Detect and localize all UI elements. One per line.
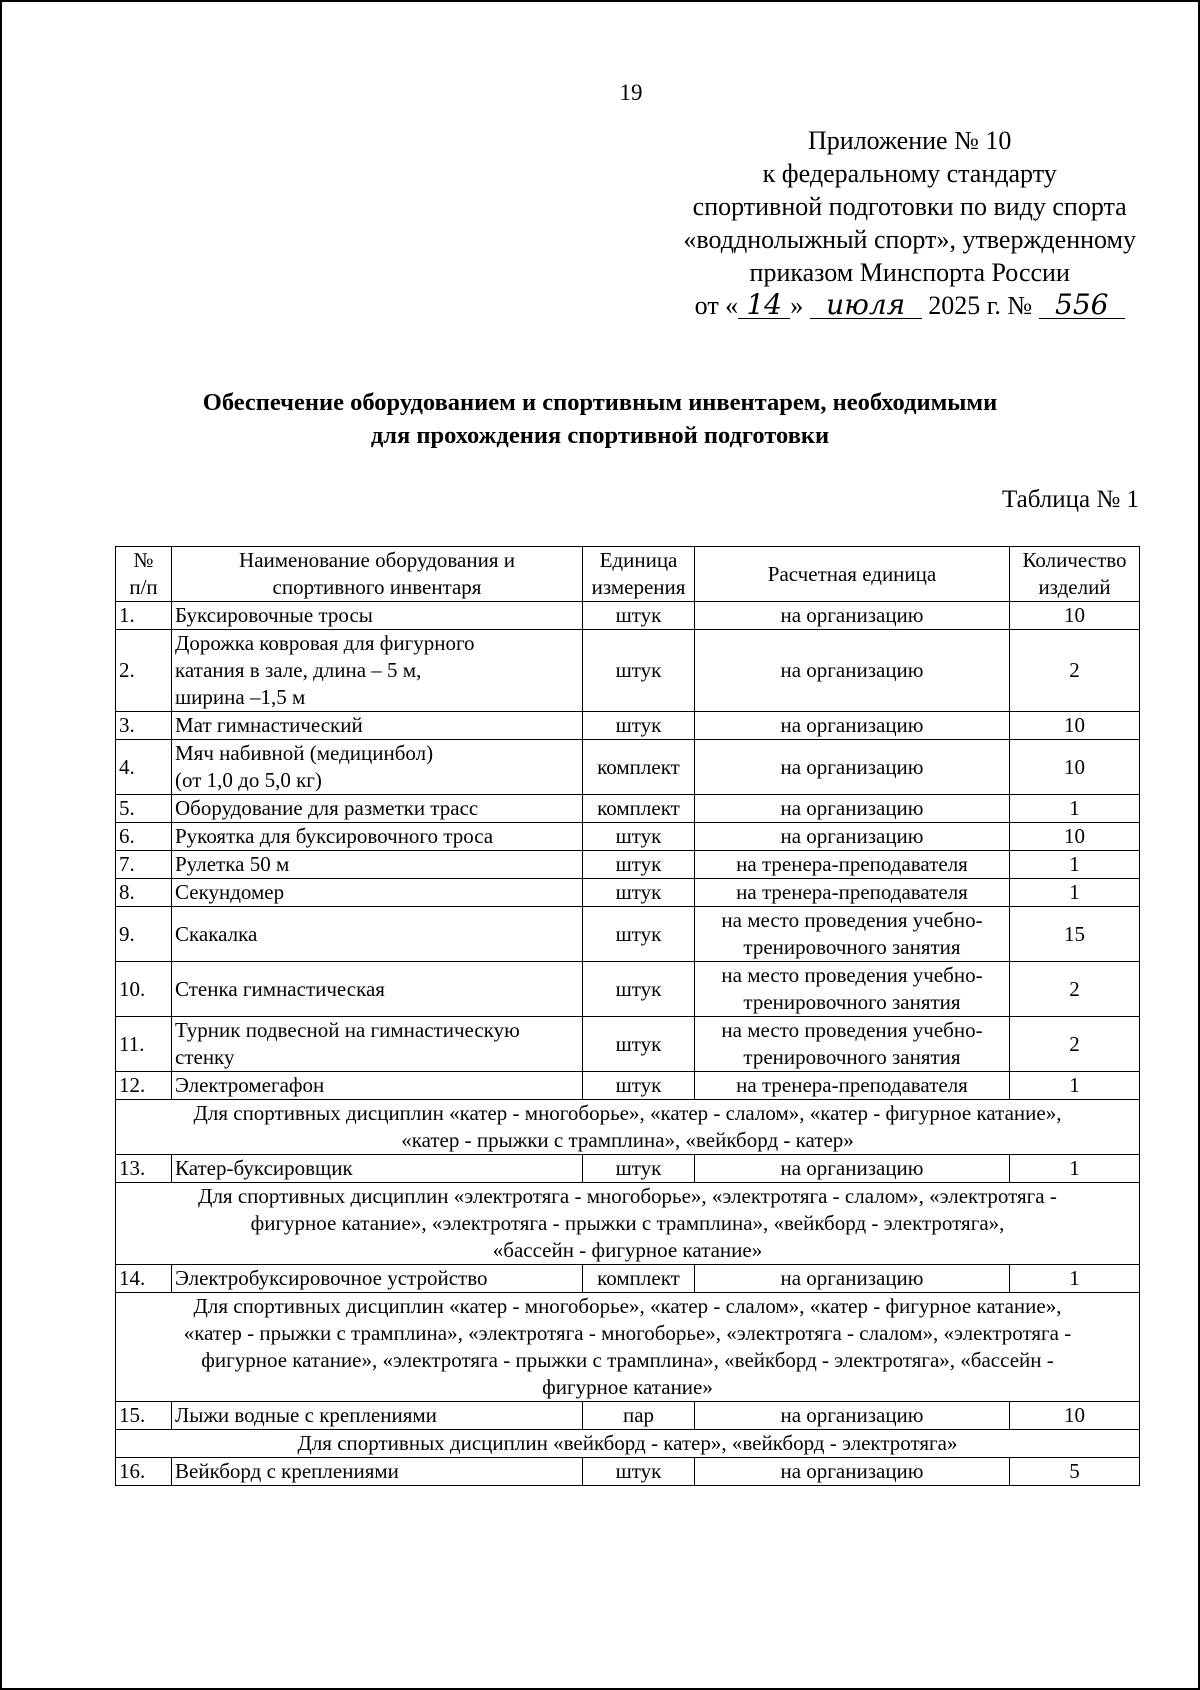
table-row (116, 1265, 1140, 1293)
table-caption: Таблица № 1 (1001, 486, 1139, 513)
cell-unit: штук (583, 962, 695, 1017)
cell-name (172, 602, 583, 630)
cell-qty: 1 (1010, 795, 1140, 823)
cell-name (172, 712, 583, 740)
cell-unit: штук (583, 630, 695, 712)
cell-qty: 1 (1010, 851, 1140, 879)
cell-name (172, 1402, 583, 1430)
cell-calc-line: на место проведения учебно- (721, 908, 983, 932)
cell-qty: 10 (1010, 740, 1140, 795)
section-heading (116, 1430, 1140, 1458)
cell-calc-line: тренировочного занятия (743, 990, 961, 1014)
cell-calc-line: на организацию (780, 1156, 924, 1180)
cell-name-line: Турник подвесной на гимнастическую (175, 1018, 520, 1042)
annex-line: приказом Минспорта России (749, 258, 1070, 287)
table-row (116, 879, 1140, 907)
cell-calc (695, 795, 1010, 823)
cell-name (172, 879, 583, 907)
header-qty: Количество изделий (1010, 547, 1140, 602)
cell-name (172, 1458, 583, 1486)
cell-calc-line: на организацию (780, 754, 924, 779)
section-line: «катер - прыжки с трамплина», «электротяга - многоборье», «электротяга - слалом», «электротяга - (183, 1321, 1072, 1345)
cell-unit: штук (583, 851, 695, 879)
cell-name-line: (от 1,0 до 5,0 кг) (175, 768, 322, 792)
table-row (116, 740, 1140, 795)
cell-num: 5. (116, 795, 172, 823)
section-heading (116, 1100, 1140, 1155)
cell-calc-line: на организацию (780, 796, 924, 820)
table-body (116, 602, 1140, 1486)
cell-name-line: Дорожка ковровая для фигурного (175, 631, 475, 655)
cell-num: 7. (116, 851, 172, 879)
cell-calc (695, 1017, 1010, 1072)
cell-qty: 1 (1010, 1072, 1140, 1100)
table-row (116, 1402, 1140, 1430)
annex-line: «водднолыжный спорт», утвержденному (683, 225, 1136, 254)
header-unit: Единица измерения (583, 547, 695, 602)
cell-name (172, 1017, 583, 1072)
cell-unit: штук (583, 823, 695, 851)
cell-calc-line: на организацию (780, 824, 924, 848)
annex-header (683, 124, 1136, 322)
cell-calc (695, 740, 1010, 795)
cell-name-line: стенку (175, 1045, 235, 1069)
cell-unit: пар (583, 1402, 695, 1430)
title-line: для прохождения спортивной подготовки (370, 422, 830, 449)
cell-calc-line: на место проведения учебно- (721, 1018, 983, 1042)
cell-qty: 1 (1010, 879, 1140, 907)
cell-calc-line: на место проведения учебно- (721, 963, 983, 987)
cell-qty: 5 (1010, 1458, 1140, 1486)
document-title (0, 386, 1200, 452)
section-row (116, 1183, 1140, 1265)
cell-name-line: ширина –1,5 м (175, 685, 306, 709)
cell-name-line: Электромегафон (175, 1073, 325, 1097)
cell-num: 6. (116, 823, 172, 851)
cell-name (172, 1265, 583, 1293)
cell-name (172, 630, 583, 712)
cell-num: 2. (116, 630, 172, 712)
cell-calc-line: на организацию (780, 1403, 924, 1427)
cell-name-line: Оборудование для разметки трасс (175, 796, 479, 820)
cell-name-line: Скакалка (175, 921, 258, 946)
header-name: Наименование оборудования и спортивного инвентаря (172, 547, 583, 602)
cell-name (172, 851, 583, 879)
annex-date-line (683, 289, 1136, 322)
cell-unit: комплект (583, 740, 695, 795)
section-row (116, 1100, 1140, 1155)
cell-calc-line: на организацию (780, 1459, 924, 1483)
section-line: фигурное катание» (542, 1375, 713, 1399)
annex-line: к федеральному стандарту (762, 159, 1057, 188)
cell-num: 9. (116, 907, 172, 962)
cell-name-line: Стенка гимнастическая (175, 976, 385, 1001)
section-row (116, 1293, 1140, 1402)
section-line: фигурное катание», «электротяга - прыжки с трамплина», «вейкборд - электротяга», (250, 1211, 1005, 1235)
cell-calc (695, 602, 1010, 630)
cell-name-line: Рулетка 50 м (175, 852, 290, 876)
cell-qty: 15 (1010, 907, 1140, 962)
cell-name-line: Рукоятка для буксировочного троса (175, 824, 494, 848)
cell-num: 3. (116, 712, 172, 740)
cell-calc (695, 907, 1010, 962)
cell-num: 10. (116, 962, 172, 1017)
date-year: 2025 г. № (928, 291, 1033, 320)
table-row (116, 1155, 1140, 1183)
cell-qty: 2 (1010, 1017, 1140, 1072)
handwritten-month: июля (810, 292, 922, 319)
cell-calc-line: на тренера-преподавателя (736, 1073, 968, 1097)
table-row (116, 1458, 1140, 1486)
section-line: Для спортивных дисциплин «вейкборд - катер», «вейкборд - электротяга» (297, 1431, 958, 1455)
cell-num: 11. (116, 1017, 172, 1072)
cell-calc-line: тренировочного занятия (743, 1045, 961, 1069)
cell-name-line: Электробуксировочное устройство (175, 1266, 488, 1290)
section-line: «катер - прыжки с трамплина», «вейкборд - катер» (401, 1128, 854, 1152)
cell-name (172, 1155, 583, 1183)
cell-name (172, 823, 583, 851)
cell-calc (695, 1402, 1010, 1430)
cell-calc-line: на организацию (780, 1266, 924, 1290)
section-line: Для спортивных дисциплин «электротяга - многоборье», «электротяга - слалом», «электротяга - (198, 1184, 1057, 1208)
cell-qty: 10 (1010, 602, 1140, 630)
table-row (116, 712, 1140, 740)
cell-calc-line: на организацию (780, 658, 924, 682)
cell-qty: 10 (1010, 823, 1140, 851)
cell-qty: 10 (1010, 712, 1140, 740)
cell-num: 13. (116, 1155, 172, 1183)
handwritten-order-number: 556 (1039, 292, 1125, 319)
cell-name-line: Буксировочные тросы (175, 603, 373, 627)
table-header-row (116, 547, 1140, 602)
cell-calc (695, 712, 1010, 740)
header-num: № п/п (116, 547, 172, 602)
cell-num: 12. (116, 1072, 172, 1100)
section-line: «бассейн - фигурное катание» (492, 1238, 763, 1262)
table-row (116, 1017, 1140, 1072)
cell-calc-line: на тренера-преподавателя (736, 852, 968, 876)
cell-name-line: Лыжи водные с креплениями (175, 1403, 437, 1427)
cell-name-line: Мат гимнастический (175, 713, 363, 737)
cell-calc (695, 962, 1010, 1017)
cell-qty: 1 (1010, 1265, 1140, 1293)
section-line: фигурное катание», «электротяга - прыжки с трамплина», «вейкборд - электротяга», «бассейн - (201, 1348, 1054, 1372)
cell-name-line: катания в зале, длина – 5 м, (175, 658, 422, 682)
title-line: Обеспечение оборудованием и спортивным инвентарем, необходимыми (202, 389, 998, 416)
annex-line: спортивной подготовки по виду спорта (692, 192, 1127, 221)
section-line: Для спортивных дисциплин «катер - многоборье», «катер - слалом», «катер - фигурное катание», (193, 1101, 1062, 1125)
cell-unit: комплект (583, 795, 695, 823)
equipment-table (115, 546, 1140, 1486)
section-line: Для спортивных дисциплин «катер - многоборье», «катер - слалом», «катер - фигурное катание», (193, 1294, 1062, 1318)
header-calc: Расчетная единица (695, 547, 1010, 602)
cell-qty: 2 (1010, 962, 1140, 1017)
cell-calc (695, 823, 1010, 851)
cell-unit: штук (583, 1155, 695, 1183)
section-row (116, 1430, 1140, 1458)
cell-num: 16. (116, 1458, 172, 1486)
table-row (116, 907, 1140, 962)
cell-unit: штук (583, 879, 695, 907)
cell-calc (695, 1265, 1010, 1293)
table-row (116, 823, 1140, 851)
cell-calc (695, 1072, 1010, 1100)
handwritten-day: 14 (738, 292, 790, 319)
cell-num: 4. (116, 740, 172, 795)
cell-unit: штук (583, 602, 695, 630)
cell-name-line: Секундомер (175, 880, 285, 904)
cell-name-line: Вейкборд с креплениями (175, 1459, 399, 1483)
cell-name (172, 962, 583, 1017)
cell-qty: 10 (1010, 1402, 1140, 1430)
table-row (116, 1072, 1140, 1100)
cell-qty: 2 (1010, 630, 1140, 712)
cell-unit: штук (583, 1072, 695, 1100)
cell-name (172, 1072, 583, 1100)
cell-num: 8. (116, 879, 172, 907)
cell-name (172, 907, 583, 962)
table-row (116, 795, 1140, 823)
cell-qty: 1 (1010, 1155, 1140, 1183)
cell-calc (695, 879, 1010, 907)
cell-unit: штук (583, 1458, 695, 1486)
cell-calc (695, 851, 1010, 879)
cell-calc-line: на организацию (780, 603, 924, 627)
cell-num: 15. (116, 1402, 172, 1430)
cell-calc (695, 630, 1010, 712)
cell-unit: комплект (583, 1265, 695, 1293)
cell-name (172, 740, 583, 795)
cell-calc (695, 1155, 1010, 1183)
table-row (116, 851, 1140, 879)
table-row (116, 962, 1140, 1017)
date-quote-close: » (790, 291, 804, 320)
cell-name-line: Мяч набивной (медицинбол) (175, 741, 434, 765)
cell-unit: штук (583, 712, 695, 740)
annex-line: Приложение № 10 (808, 126, 1012, 155)
date-prefix: от « (694, 291, 739, 320)
page-number: 19 (619, 80, 643, 105)
cell-calc-line: на организацию (780, 713, 924, 737)
table-row (116, 630, 1140, 712)
section-heading (116, 1183, 1140, 1265)
cell-unit: штук (583, 907, 695, 962)
cell-name-line: Катер-буксировщик (175, 1156, 353, 1180)
cell-num: 1. (116, 602, 172, 630)
cell-num: 14. (116, 1265, 172, 1293)
cell-calc-line: тренировочного занятия (743, 935, 961, 959)
section-heading (116, 1293, 1140, 1402)
cell-calc (695, 1458, 1010, 1486)
cell-unit: штук (583, 1017, 695, 1072)
cell-name (172, 795, 583, 823)
table-row (116, 602, 1140, 630)
cell-calc-line: на тренера-преподавателя (736, 880, 968, 904)
